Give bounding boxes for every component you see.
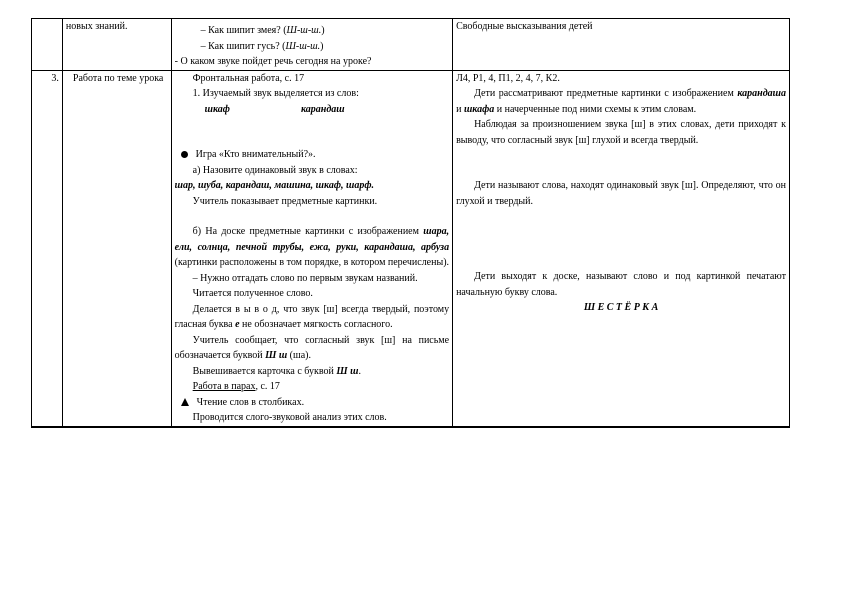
teacher-activity-cell <box>171 19 452 71</box>
letter-card: Вывешивается карточка с буквой Ш ш. <box>192 365 361 377</box>
children-para-4: Дети выходят к доске, называют слово и под картинкой печатают начальную букву слова. <box>456 271 786 298</box>
conclusion: Делается в ы в о д, что звук [ш] всегда твердый, поэтому гласная буква е не обозначает мягкость согласного. <box>174 303 450 330</box>
teacher-message: Учитель сообщает, что согласный звук [ш] на письме обозначается буквой Ш ш (ша). <box>174 334 450 361</box>
children-activity-cell <box>453 19 790 71</box>
filled-triangle-bullet-icon <box>181 398 189 406</box>
stage-cell <box>62 19 171 71</box>
teacher-activity-cell <box>171 70 452 427</box>
question-3: - О каком звуке пойдет речь сегодня на уроке? <box>174 56 372 67</box>
task-b-instruction: – Нужно отгадать слово по первым звукам названий. <box>192 272 418 284</box>
reading-item: Чтение слов в столбиках. <box>175 395 449 411</box>
pair-work: Работа в парах, с. 17 <box>192 381 280 392</box>
game-item: Игра «Кто внимательный?». <box>175 147 449 163</box>
task-a-words: шар, шуба, карандаш, машина, шкаф, шарф. <box>174 180 374 191</box>
children-activity-cell <box>453 70 790 427</box>
children-para-1: Дети рассматривают предметные картинки с изображением карандаша и шкафа и начерченные под ними схемы к этим словам. <box>456 88 786 115</box>
competency-codes: Л4, Р1, 4, П1, 2, 4, 7, К2. <box>456 72 560 84</box>
children-para-3: Дети называют слова, находят одинаковый звук [ш]. Определяют, что он глухой и твердый. <box>456 180 786 207</box>
children-para-2: Наблюдая за произношением звука [ш] в этих словах, дети приходят к выводу, что согласный звук [ш] глухой и всегда твердый. <box>456 119 786 146</box>
children-text: Свободные высказывания детей <box>456 21 593 32</box>
task-b-read: Читается полученное слово. <box>192 288 313 299</box>
table-row <box>32 70 790 427</box>
sample-words: шкаф карандаш <box>204 103 345 115</box>
task-b: б) На доске предметные картинки с изображением шара, ели, солнца, печной трубы, ежа, руки, карандаша, арбуза (картинки расположены в том порядке, в котором перечислены). <box>174 226 450 268</box>
filled-circle-bullet-icon <box>181 151 188 158</box>
table-row <box>32 19 790 71</box>
task-1: 1. Изучаемый звук выделяется из слов: <box>192 88 359 99</box>
frontal-work: Фронтальная работа, с. 17 <box>192 72 305 84</box>
row-number-cell: 3. <box>32 70 63 427</box>
question-1: – Как шипит змея? (Ш-ш-ш.) <box>200 25 325 36</box>
task-a: а) Назовите одинаковый звук в словах: <box>192 164 358 176</box>
question-2: – Как шипит гусь? (Ш-ш-ш.) <box>200 40 324 52</box>
stage-text: новых знаний. <box>65 21 128 32</box>
row-number-cell <box>32 19 63 71</box>
task-a-note: Учитель показывает предметные картинки. <box>192 195 378 207</box>
lesson-plan-table <box>31 18 790 428</box>
sound-analysis: Проводится слого-звуковой анализ этих слов. <box>192 412 387 423</box>
answer-word: Ш Е С Т Ё Р К А <box>583 302 659 313</box>
stage-cell <box>62 70 171 427</box>
stage-text: Работа по теме урока <box>72 72 164 84</box>
